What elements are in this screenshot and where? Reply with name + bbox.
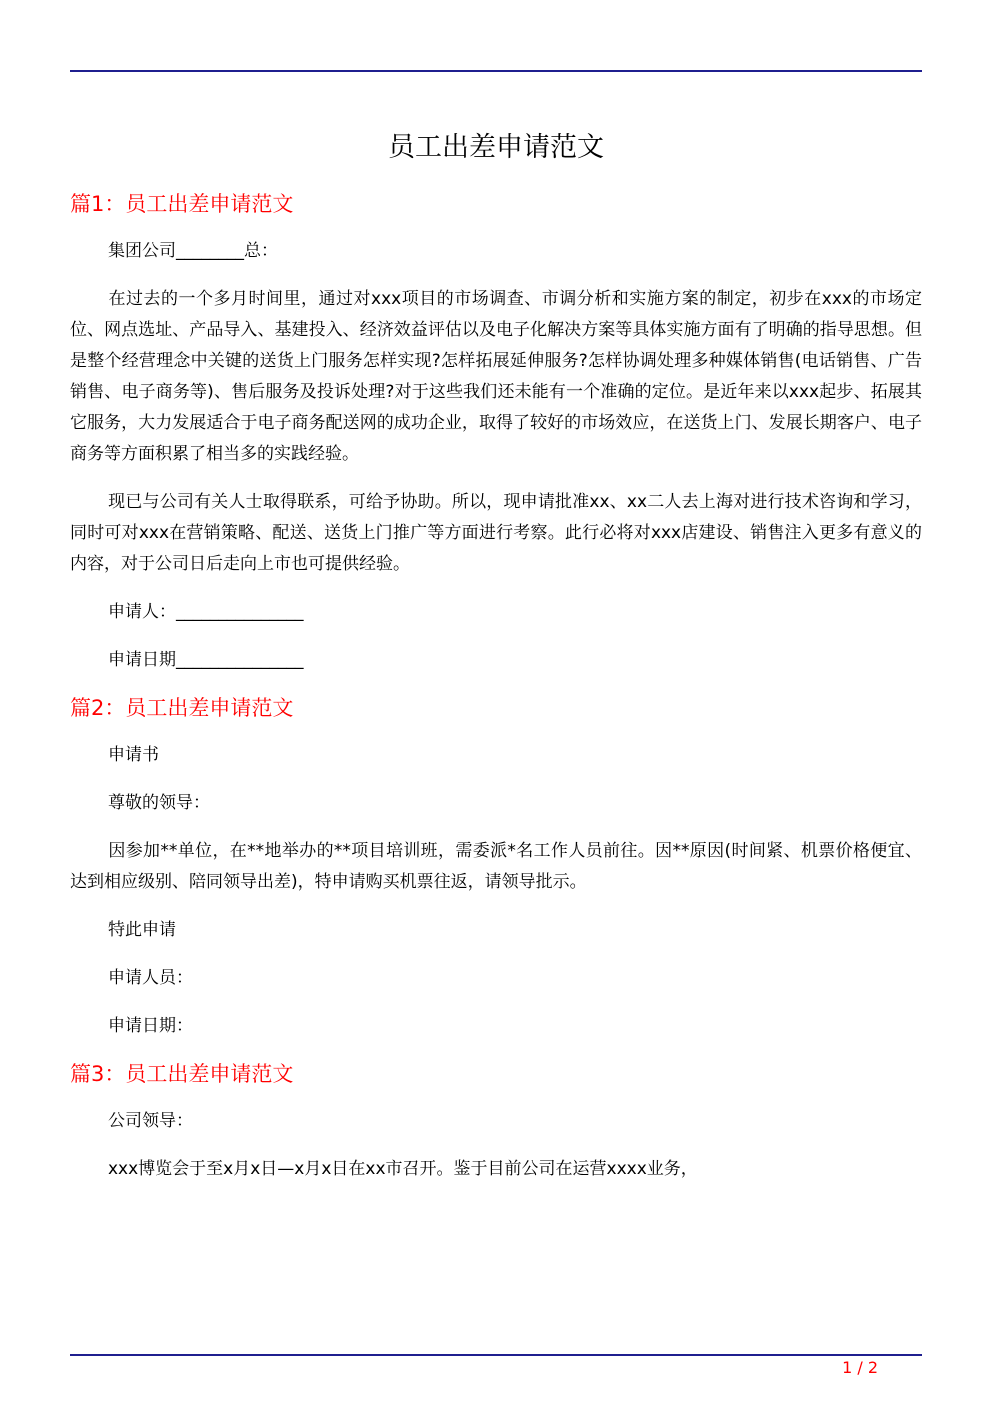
application-date-line: 申请日期_______________	[108, 650, 304, 670]
section-1-paragraph: 在过去的一个多月时间里，通过对xxx项目的市场调查、市调分析和实施方案的制定，初步在xxx的市场定位、网点选址、产品导入、基建投入、经济效益评估以及电子化解决方案等具体实施方面有了明确的指导思想。但是整个经营理念中关键的送货上门服务怎样实现?怎样拓展延伸服务?怎样协调处理多种媒体销售(电话销售、广告销售、电子商务等)、售后服务及投诉处理?对于这些我们还未能有一个准确的定位。是近年来以xxx起步、拓展其它服务，大力发展适合于电子商务配送网的成功企业，取得了较好的市场效应，在送货上门、发展长期客户、电子商务等方面积累了相当多的实践经验。	[70, 289, 922, 464]
section-3-paragraph: 公司领导：	[108, 1111, 193, 1131]
section-2-paragraph: 申请书	[108, 745, 159, 765]
section-heading-1: 篇1：员工出差申请范文	[70, 192, 294, 216]
section-heading-2: 篇2：员工出差申请范文	[70, 696, 294, 720]
section-2-paragraph: 尊敬的领导：	[108, 793, 210, 813]
section-2-paragraph: 申请人员：	[108, 968, 193, 988]
page-number: 1 / 2	[842, 1358, 878, 1377]
document-title: 员工出差申请范文	[388, 132, 604, 163]
section-2-paragraph: 因参加**单位，在**地举办的**项目培训班，需委派*名工作人员前往。因**原因(时间紧、机票价格便宜、达到相应级别、陪同领导出差)，特申请购买机票往返，请领导批示。	[70, 841, 922, 892]
section-2-paragraph: 特此申请	[108, 920, 176, 940]
section-1-paragraph: 现已与公司有关人士取得联系，可给予协助。所以，现申请批准xx、xx二人去上海对进行技术咨询和学习，同时可对xxx在营销策略、配送、送货上门推广等方面进行考察。此行必将对xxx店建设、销售注入更多有意义的内容，对于公司日后走向上市也可提供经验。	[70, 492, 922, 574]
applicant-line: 申请人：_______________	[108, 602, 304, 622]
section-heading-3: 篇3：员工出差申请范文	[70, 1062, 294, 1086]
document-body	[70, 186, 922, 1185]
footer-rule	[70, 1354, 922, 1356]
section-2-paragraph: 申请日期：	[108, 1016, 193, 1036]
section-3-paragraph: xxx博览会于至x月x日—x月x日在xx市召开。鉴于目前公司在运营xxxx业务，	[108, 1159, 698, 1179]
header-rule	[70, 70, 922, 72]
section-1-paragraph: 集团公司________总：	[108, 241, 278, 261]
